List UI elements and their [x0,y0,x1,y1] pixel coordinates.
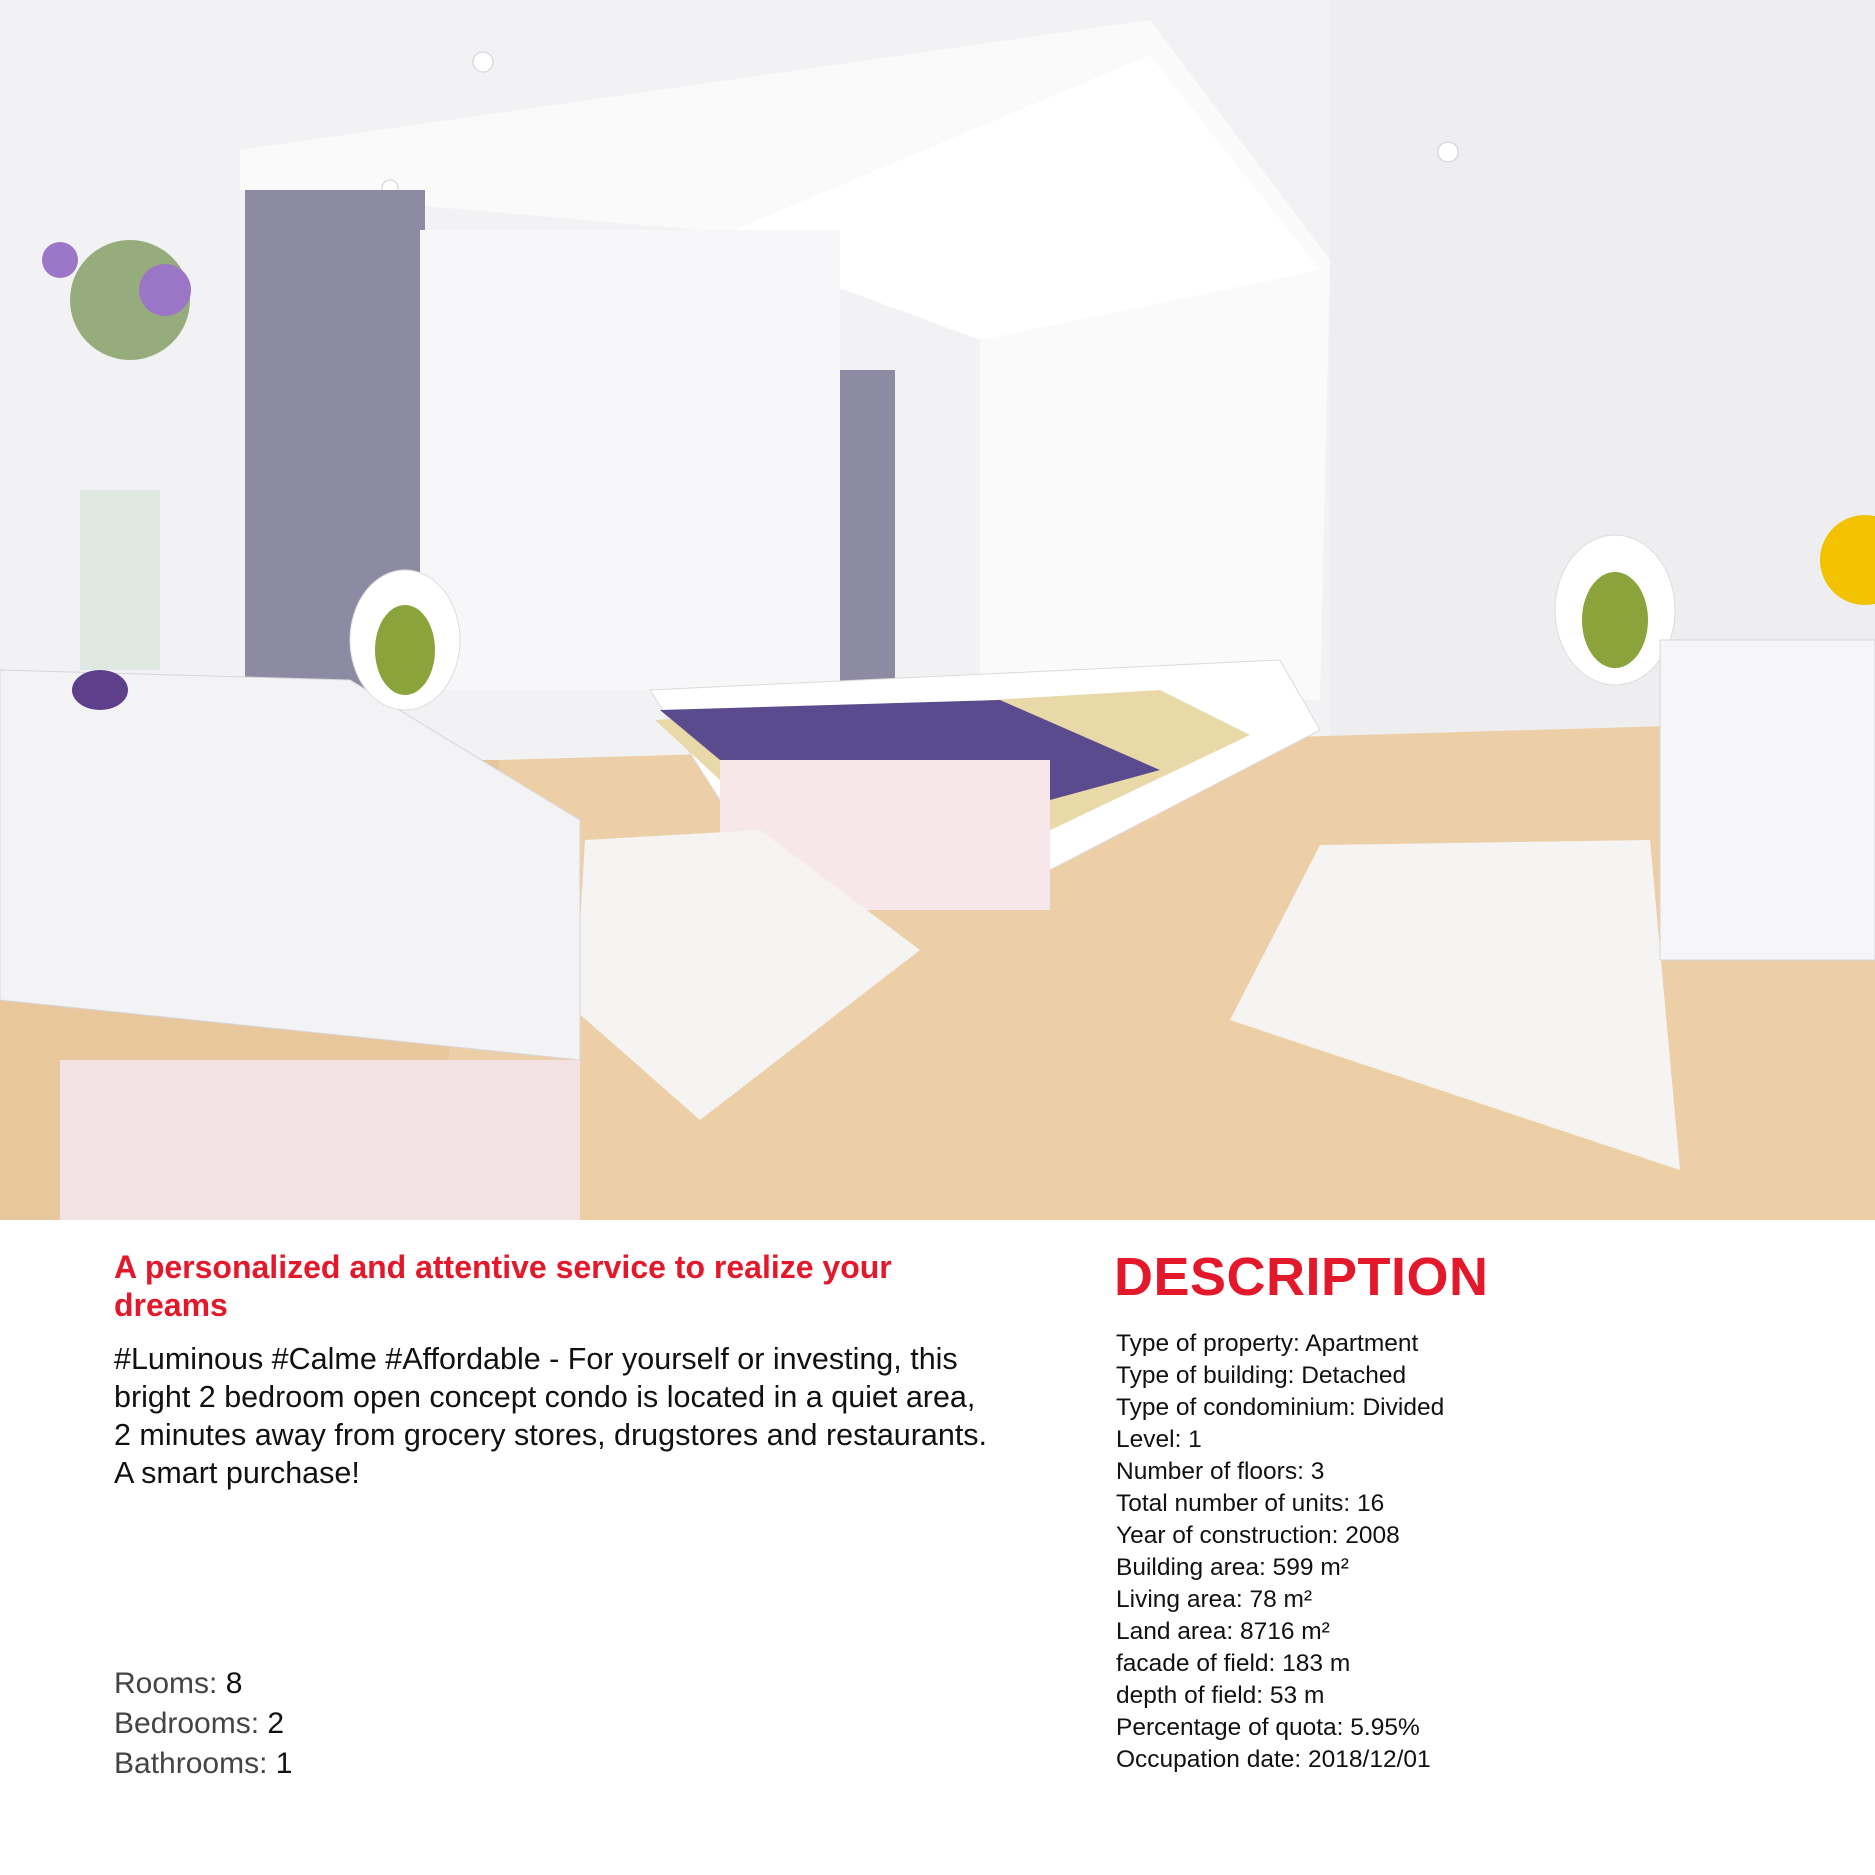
description-item: Type of condominium: Divided [1116,1394,1445,1421]
description-item: Year of construction: 2008 [1116,1522,1400,1549]
description-item: Building area: 599 m² [1116,1554,1349,1581]
room-stats [114,1664,292,1784]
description-item: Land area: 8716 m² [1116,1618,1330,1645]
description-item: Type of building: Detached [1116,1362,1407,1389]
stat-bathrooms [114,1744,292,1784]
description-item: depth of field: 53 m [1116,1682,1325,1709]
description-item: Living area: 78 m² [1116,1586,1313,1613]
description-item: facade of field: 183 m [1116,1650,1351,1677]
stat-label: Bathrooms: [114,1747,268,1780]
description-item: Percentage of quota: 5.95% [1116,1714,1420,1741]
stat-label: Rooms: [114,1667,218,1700]
description-title: DESCRIPTION [1114,1247,1489,1307]
description-item: Type of property: Apartment [1116,1330,1419,1357]
description-item: Level: 1 [1116,1426,1202,1453]
description-item: Total number of units: 16 [1116,1490,1385,1517]
stat-value: 2 [267,1707,285,1740]
stat-rooms [114,1664,292,1704]
stat-bedrooms [114,1704,292,1744]
stat-value: 8 [225,1667,243,1700]
description-item: Occupation date: 2018/12/01 [1116,1746,1431,1773]
stat-value: 1 [275,1747,293,1780]
stat-label: Bedrooms: [114,1707,260,1740]
headline: A personalized and attentive service to realize your dreams [114,1249,892,1323]
description-list [1116,1328,1444,1776]
description-item: Number of floors: 3 [1116,1458,1325,1485]
intro-text: #Luminous #Calme #Affordable - For yourself or investing, this bright 2 bedroom open concept condo is located in a quiet area, 2 minutes away from grocery stores, drugstores and restaurants. A smart purchase! [114,1342,988,1490]
